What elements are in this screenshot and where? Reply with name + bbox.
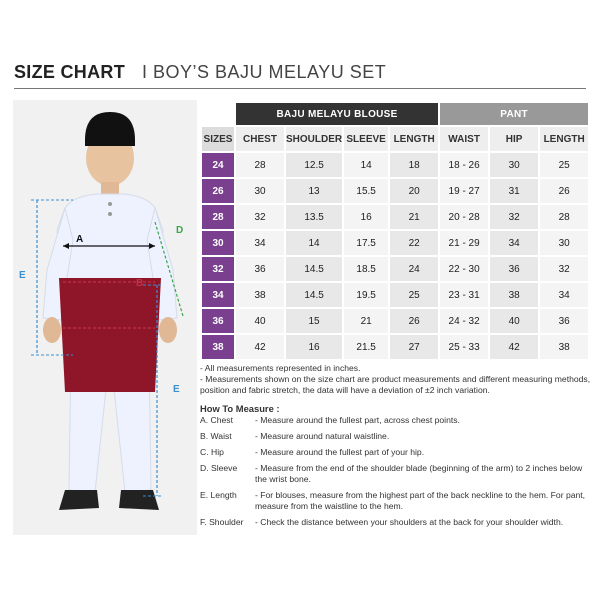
blouse-length-cell: 22 [390, 231, 438, 255]
chest-cell: 28 [236, 153, 284, 177]
label-b: B [136, 278, 144, 289]
title-divider [14, 88, 586, 89]
shoulder-cell: 16 [286, 335, 342, 359]
blouse-length-cell: 24 [390, 257, 438, 281]
left-shoe [59, 490, 99, 510]
chest-cell: 30 [236, 179, 284, 203]
list-item [200, 431, 595, 442]
sleeve-cell: 14 [344, 153, 388, 177]
shoulder-cell: 15 [286, 309, 342, 333]
col-header-sizes: SIZES [202, 127, 234, 151]
hip-cell: 42 [490, 335, 538, 359]
label-e-right: E [173, 384, 180, 395]
waist-cell: 23 - 31 [440, 283, 488, 307]
waist-cell: 25 - 33 [440, 335, 488, 359]
sleeve-cell: 18.5 [344, 257, 388, 281]
col-header-hip: HIP [490, 127, 538, 151]
table-row [202, 283, 588, 307]
size-cell: 38 [202, 335, 234, 359]
size-cell: 34 [202, 283, 234, 307]
table-column-header [202, 127, 588, 151]
table-row [202, 335, 588, 359]
howto-desc-shoulder: - Check the distance between your shoulders at the back for your shoulder width. [255, 517, 564, 527]
note-deviation: - Measurements shown on the size chart are product measurements and different measuring methods, position and fabric stretch, the data will have a deviation of ±2 inch variation. [200, 374, 591, 395]
table-group-header [202, 103, 588, 125]
howto-label-length: E. Length [200, 490, 237, 500]
waist-cell: 19 - 27 [440, 179, 488, 203]
col-header-pant-length: LENGTH [540, 127, 588, 151]
size-cell: 32 [202, 257, 234, 281]
sleeve-cell: 16 [344, 205, 388, 229]
list-item [200, 517, 595, 528]
waist-cell: 24 - 32 [440, 309, 488, 333]
howto-desc-waist: - Measure around natural waistline. [255, 431, 390, 441]
chest-cell: 34 [236, 231, 284, 255]
size-cell: 30 [202, 231, 234, 255]
table-row [202, 231, 588, 255]
blouse-length-cell: 21 [390, 205, 438, 229]
table-row [202, 257, 588, 281]
blouse-length-cell: 20 [390, 179, 438, 203]
waist-cell: 18 - 26 [440, 153, 488, 177]
measurement-notes [200, 363, 595, 396]
title-bar [14, 62, 586, 88]
col-header-shoulder: SHOULDER [286, 127, 342, 151]
col-header-waist: WAIST [440, 127, 488, 151]
blouse-length-cell: 26 [390, 309, 438, 333]
hip-cell: 31 [490, 179, 538, 203]
shoulder-cell: 14.5 [286, 257, 342, 281]
model-illustration [13, 100, 197, 535]
list-item [200, 447, 595, 458]
label-d: D [176, 225, 184, 236]
list-item [200, 490, 595, 512]
chest-cell: 40 [236, 309, 284, 333]
hip-cell: 34 [490, 231, 538, 255]
howto-desc-hip: - Measure around the fullest part of your hip. [255, 447, 425, 457]
size-cell: 36 [202, 309, 234, 333]
label-e-left: E [19, 270, 26, 281]
pant-length-cell: 26 [540, 179, 588, 203]
howto-desc-sleeve: - Measure from the end of the shoulder blade (beginning of the arm) to 2 inches below the wrist bone. [255, 463, 583, 484]
shoulder-cell: 13.5 [286, 205, 342, 229]
howto-desc-chest: - Measure around the fullest part, across chest points. [255, 415, 460, 425]
pant-length-cell: 38 [540, 335, 588, 359]
pant-length-cell: 34 [540, 283, 588, 307]
list-item [200, 463, 595, 485]
sleeve-cell: 17.5 [344, 231, 388, 255]
table-row [202, 153, 588, 177]
group-blouse-header: BAJU MELAYU BLOUSE [236, 103, 438, 125]
shoulder-cell: 14.5 [286, 283, 342, 307]
hip-cell: 30 [490, 153, 538, 177]
label-a: A [76, 234, 84, 245]
note-units: - All measurements represented in inches. [200, 363, 361, 373]
howto-label-shoulder: F. Shoulder [200, 517, 244, 527]
pant-length-cell: 32 [540, 257, 588, 281]
songkok-hat [85, 112, 135, 146]
table-row [202, 309, 588, 333]
hip-cell: 32 [490, 205, 538, 229]
waist-cell: 20 - 28 [440, 205, 488, 229]
how-to-measure-list [200, 415, 595, 533]
pant-length-cell: 36 [540, 309, 588, 333]
sleeve-cell: 19.5 [344, 283, 388, 307]
sleeve-cell: 15.5 [344, 179, 388, 203]
pant-length-cell: 25 [540, 153, 588, 177]
col-header-sleeve: SLEEVE [344, 127, 388, 151]
col-header-chest: CHEST [236, 127, 284, 151]
size-table [200, 101, 590, 361]
shoulder-cell: 12.5 [286, 153, 342, 177]
howto-desc-length: - For blouses, measure from the highest part of the back neckline to the hem. For pant, measure from the waistline to the hem. [255, 490, 586, 511]
chest-cell: 42 [236, 335, 284, 359]
page-subtitle: I BOY’S BAJU MELAYU SET [142, 62, 387, 82]
size-cell: 24 [202, 153, 234, 177]
size-cell: 28 [202, 205, 234, 229]
hip-cell: 36 [490, 257, 538, 281]
pant-length-cell: 30 [540, 231, 588, 255]
table-row [202, 205, 588, 229]
waist-cell: 21 - 29 [440, 231, 488, 255]
size-cell: 26 [202, 179, 234, 203]
howto-label-sleeve: D. Sleeve [200, 463, 238, 473]
chest-cell: 36 [236, 257, 284, 281]
shoulder-cell: 14 [286, 231, 342, 255]
chest-cell: 32 [236, 205, 284, 229]
model-photo [13, 100, 197, 535]
howto-label-waist: B. Waist [200, 431, 232, 441]
sleeve-cell: 21 [344, 309, 388, 333]
howto-label-hip: C. Hip [200, 447, 224, 457]
blouse-length-cell: 27 [390, 335, 438, 359]
group-pant-header: PANT [440, 103, 588, 125]
right-shoe [119, 490, 159, 510]
col-header-blouse-length: LENGTH [390, 127, 438, 151]
chest-cell: 38 [236, 283, 284, 307]
pant-length-cell: 28 [540, 205, 588, 229]
table-row [202, 179, 588, 203]
waist-cell: 22 - 30 [440, 257, 488, 281]
sampin-wrap [59, 278, 161, 392]
shoulder-cell: 13 [286, 179, 342, 203]
list-item [200, 415, 595, 426]
hip-cell: 38 [490, 283, 538, 307]
howto-label-chest: A. Chest [200, 415, 233, 425]
page-title: SIZE CHART [14, 62, 125, 82]
hip-cell: 40 [490, 309, 538, 333]
how-to-measure-title: How To Measure : [200, 403, 280, 414]
sleeve-cell: 21.5 [344, 335, 388, 359]
blouse-length-cell: 25 [390, 283, 438, 307]
blouse-length-cell: 18 [390, 153, 438, 177]
